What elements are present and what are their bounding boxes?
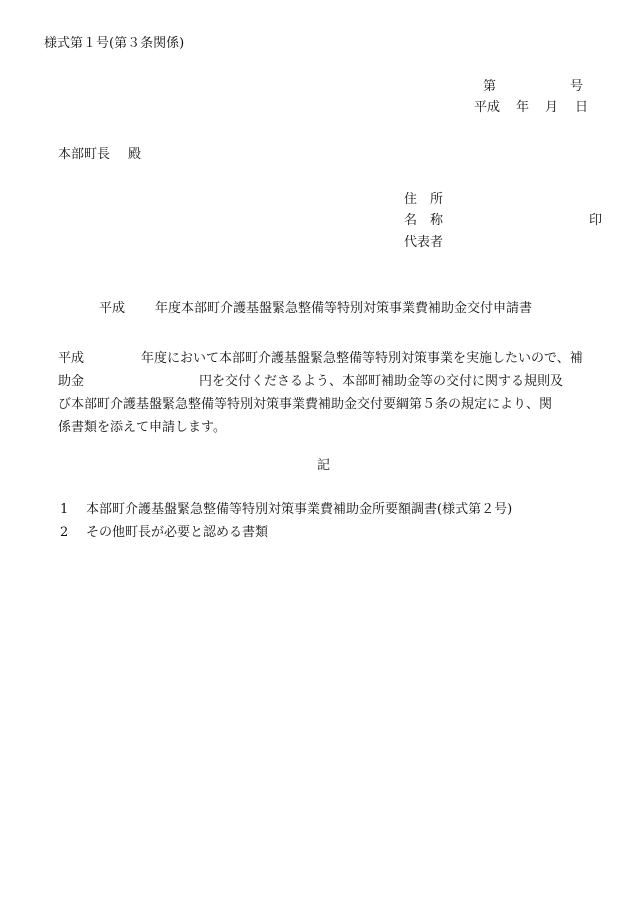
title-era: 平成 xyxy=(99,301,126,316)
list-item-text: その他町長が必要と認める書類 xyxy=(86,525,269,540)
list-item xyxy=(60,503,512,516)
list-item-number: 1 xyxy=(60,502,69,517)
note-heading: 記 xyxy=(317,458,331,473)
date-day-label: 日 xyxy=(575,100,589,115)
applicant-name-label: 名 称 xyxy=(404,213,444,228)
list-item xyxy=(60,526,268,539)
addressee-name: 本部町長 xyxy=(58,147,111,162)
body-line-1-text: 年度において本部町介護基盤緊急整備等特別対策事業を実施したいので、補 xyxy=(141,351,583,366)
date-year-label: 年 xyxy=(516,100,530,115)
document-number-suffix: 号 xyxy=(570,79,584,94)
form-number: 様式第１号(第３条関係) xyxy=(44,36,185,51)
body-line-2-text: 円を交付くださるよう、本部町補助金等の交付に関する規則及 xyxy=(199,374,564,389)
addressee-honorific: 殿 xyxy=(128,147,142,162)
applicant-seal-label: 印 xyxy=(589,213,603,228)
body-line-2 xyxy=(58,370,604,393)
body-subsidy-label: 助金 xyxy=(58,374,85,389)
body-line-3: び本部町介護基盤緊急整備等特別対策事業費補助金交付要綱第５条の規定により、関 xyxy=(58,397,553,412)
list-item-text: 本部町介護基盤緊急整備等特別対策事業費補助金所要額調書(様式第２号) xyxy=(86,502,513,517)
list-item-number: 2 xyxy=(60,525,69,540)
applicant-address-label: 住 所 xyxy=(404,192,444,207)
document-number-label: 第 xyxy=(483,79,497,94)
body-era: 平成 xyxy=(58,351,85,366)
document-title: 年度本部町介護基盤緊急整備等特別対策事業費補助金交付申請書 xyxy=(155,301,533,316)
applicant-representative-label: 代表者 xyxy=(404,235,444,250)
body-line-1 xyxy=(58,347,604,370)
date-month-label: 月 xyxy=(545,100,559,115)
body-line-4: 係書類を添えて申請します。 xyxy=(58,420,226,435)
date-era: 平成 xyxy=(474,100,501,115)
body-paragraph xyxy=(58,347,604,439)
